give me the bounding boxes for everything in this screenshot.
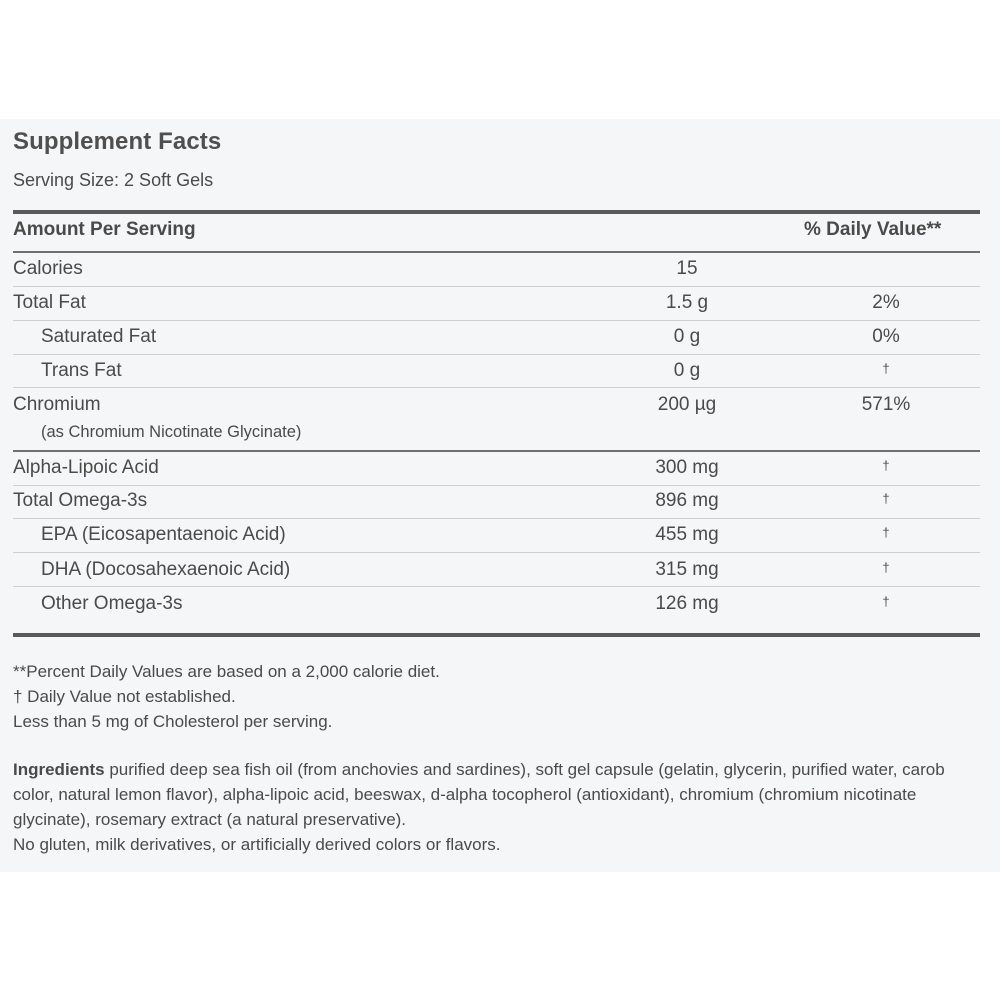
row-divider — [13, 320, 980, 321]
ingredients-text: purified deep sea fish oil (from anchovies and sardines), soft gel capsule (gelatin, glycerin, purified water, carob color, natural lemon flavor), alpha-lipoic acid, beeswax, d-alpha tocopherol (antioxidant), chromium (chromium nicotinate glycinate), rosemary extract (a natural preservative). — [13, 760, 945, 829]
row-divider — [13, 518, 980, 519]
allergen-note: No gluten, milk derivatives, or artificially derived colors or flavors. — [13, 835, 501, 854]
row-divider — [13, 387, 980, 388]
section-divider — [13, 450, 980, 452]
page-title: Supplement Facts — [13, 128, 222, 155]
bottom-thick-divider — [13, 633, 980, 637]
nutrient-amount-total-omega-3s: 896 mg — [655, 490, 719, 511]
nutrient-dv-total-fat: 2% — [872, 292, 900, 313]
row-divider — [13, 354, 980, 355]
nutrient-name-saturated-fat: Saturated Fat — [41, 326, 157, 347]
nutrient-dv-other-omega-3s: † — [882, 594, 890, 609]
ingredients-label: Ingredients — [13, 760, 105, 779]
top-thick-divider — [13, 210, 980, 214]
nutrient-name-calories: Calories — [13, 258, 83, 279]
daily-value-header: % Daily Value** — [804, 219, 942, 240]
nutrient-amount-saturated-fat: 0 g — [673, 326, 701, 347]
nutrient-amount-dha: 315 mg — [655, 559, 719, 580]
cholesterol-footnote: Less than 5 mg of Cholesterol per serving. — [13, 712, 333, 731]
dagger-footnote: † Daily Value not established. — [13, 687, 236, 706]
nutrient-name-trans-fat: Trans Fat — [41, 360, 122, 381]
nutrient-amount-trans-fat: 0 g — [673, 360, 701, 381]
nutrient-dv-saturated-fat: 0% — [872, 326, 900, 347]
nutrient-amount-total-fat: 1.5 g — [665, 292, 709, 313]
nutrient-name-epa: EPA (Eicosapentaenoic Acid) — [41, 524, 286, 545]
nutrient-amount-calories: 15 — [676, 258, 698, 279]
row-divider — [13, 586, 980, 587]
ingredients-block — [13, 757, 953, 857]
daily-value-footnote: **Percent Daily Values are based on a 2,000 calorie diet. — [13, 662, 440, 681]
nutrient-dv-dha: † — [882, 560, 890, 575]
nutrient-name-total-fat: Total Fat — [13, 292, 86, 313]
nutrient-dv-chromium: 571% — [861, 394, 911, 415]
nutrient-source-chromium: (as Chromium Nicotinate Glycinate) — [41, 423, 302, 441]
nutrient-amount-other-omega-3s: 126 mg — [655, 593, 719, 614]
header-divider — [13, 251, 980, 253]
nutrient-name-chromium: Chromium — [13, 394, 101, 415]
nutrient-name-other-omega-3s: Other Omega-3s — [41, 593, 183, 614]
amount-per-serving-header: Amount Per Serving — [13, 219, 196, 240]
nutrient-name-total-omega-3s: Total Omega-3s — [13, 490, 148, 511]
row-divider — [13, 552, 980, 553]
serving-size: Serving Size: 2 Soft Gels — [13, 170, 214, 190]
row-divider — [13, 485, 980, 486]
nutrient-amount-chromium: 200 µg — [657, 394, 717, 415]
nutrient-dv-epa: † — [882, 525, 890, 540]
nutrient-name-dha: DHA (Docosahexaenoic Acid) — [41, 559, 291, 580]
nutrient-dv-alpha-lipoic-acid: † — [882, 458, 890, 473]
nutrient-amount-alpha-lipoic-acid: 300 mg — [655, 457, 719, 478]
nutrient-amount-epa: 455 mg — [655, 524, 719, 545]
nutrient-dv-trans-fat: † — [882, 361, 890, 376]
row-divider — [13, 286, 980, 287]
nutrient-dv-total-omega-3s: † — [882, 491, 890, 506]
nutrient-name-alpha-lipoic-acid: Alpha-Lipoic Acid — [13, 457, 159, 478]
